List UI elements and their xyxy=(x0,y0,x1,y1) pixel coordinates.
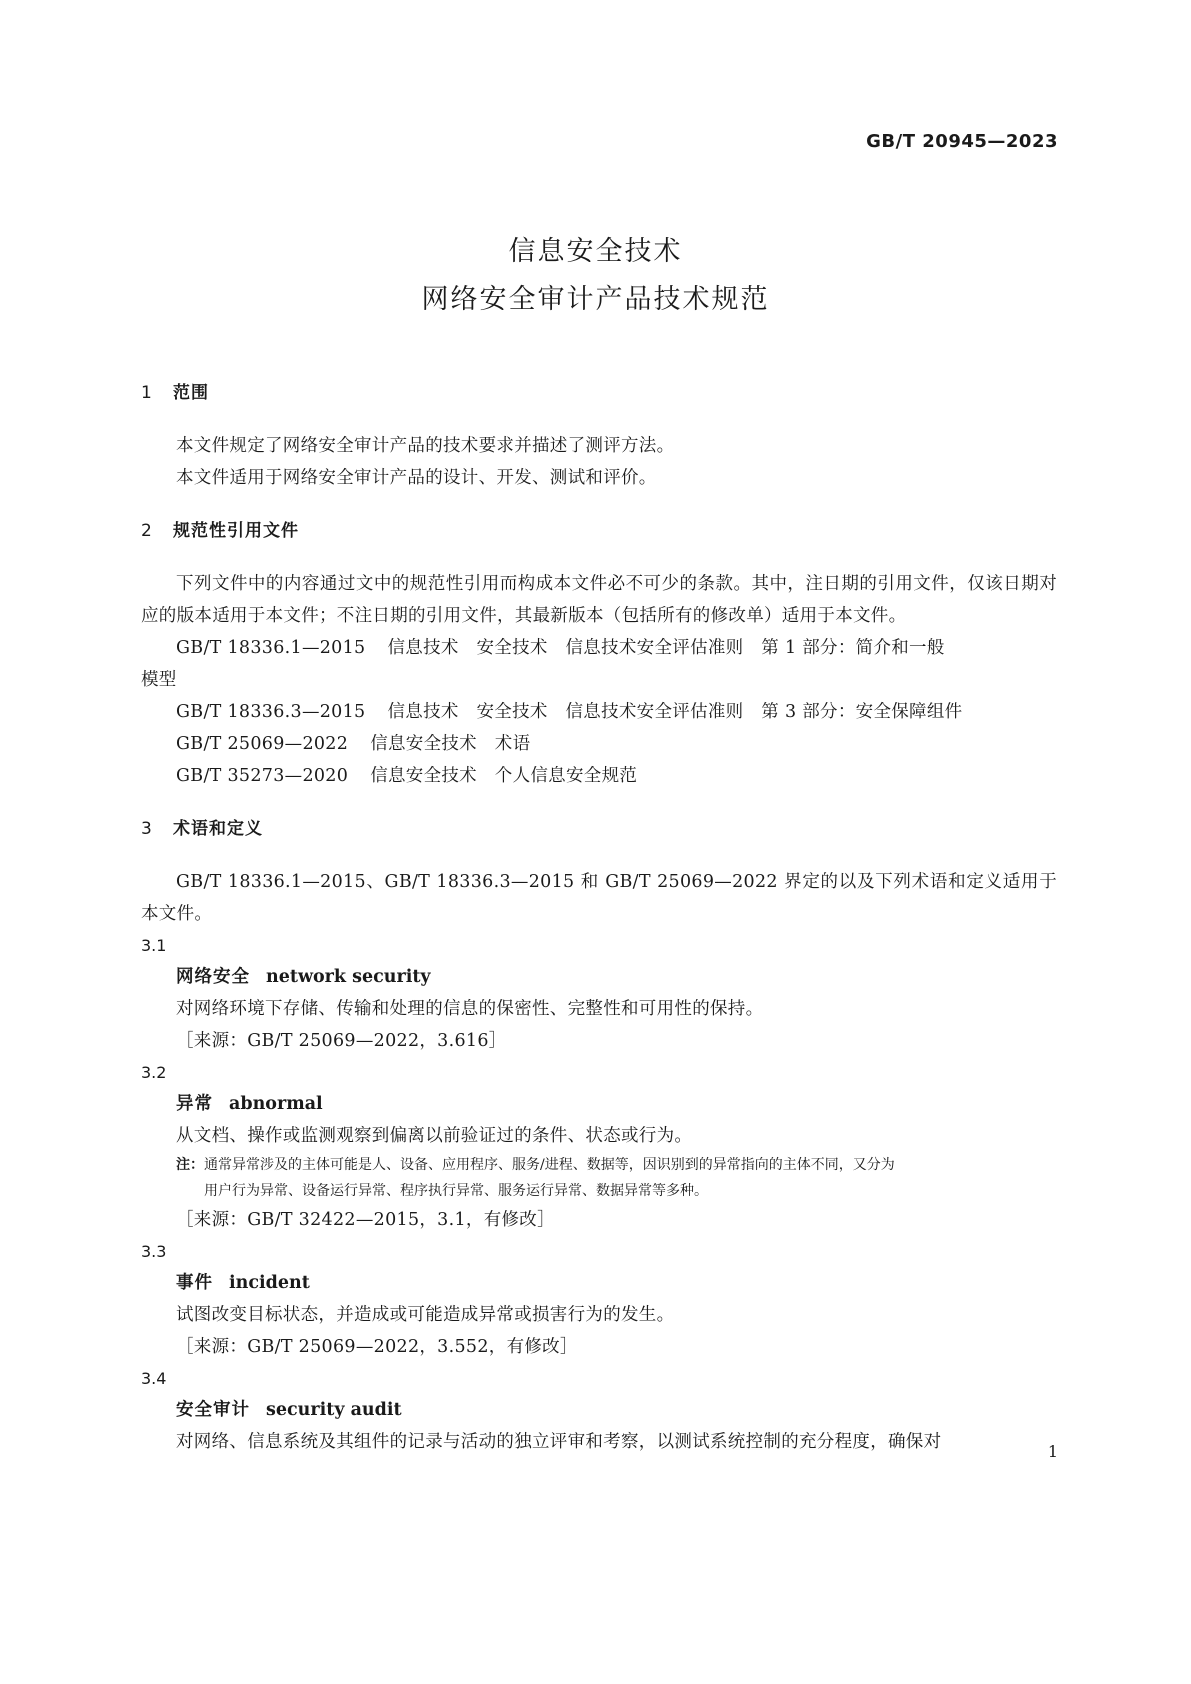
section-heading-scope xyxy=(141,380,1057,406)
term-note-continuation: 用户行为异常、设备运行异常、程序执行异常、服务运行异常、数据异常等多种。 xyxy=(204,1183,708,1199)
reference-item xyxy=(141,760,1057,792)
paragraph: 下列文件中的内容通过文中的规范性引用而构成本文件必不可少的条款。其中，注日期的引用文件，仅该日期对应的版本适用于本文件；不注日期的引用文件，其最新版本（包括所有的修改单）适用于本文件。 xyxy=(141,574,1057,626)
reference-item xyxy=(141,728,1057,760)
reference-code: GB/T 35273—2020 xyxy=(176,766,349,786)
section-number: 2 xyxy=(141,521,153,541)
term-definition: 对网络环境下存储、传输和处理的信息的保密性、完整性和可用性的保持。 xyxy=(176,999,764,1019)
term-source: ［来源：GB/T 25069—2022，3.552，有修改］ xyxy=(176,1337,578,1357)
reference-title: 信息技术 安全技术 信息技术安全评估准则 第 3 部分：安全保障组件 xyxy=(387,702,963,722)
section-title: 术语和定义 xyxy=(173,819,263,839)
term-definition: 试图改变目标状态，并造成或可能造成异常或损害行为的发生。 xyxy=(176,1305,675,1325)
term-name xyxy=(141,1267,1057,1299)
section-number: 3 xyxy=(141,819,153,839)
reference-title: 信息安全技术 个人信息安全规范 xyxy=(370,766,638,786)
term-number: 3.3 xyxy=(141,1242,167,1261)
page-number: 1 xyxy=(1047,1442,1058,1461)
reference-item xyxy=(141,632,1057,664)
standard-code: GB/T 20945—2023 xyxy=(866,131,1058,152)
note-label: 注： xyxy=(176,1157,204,1173)
term-name-en: incident xyxy=(229,1273,310,1293)
term-definition: 从文档、操作或监测观察到偏离以前验证过的条件、状态或行为。 xyxy=(176,1126,693,1146)
term-note xyxy=(141,1152,1057,1178)
term-name-en: security audit xyxy=(266,1400,402,1420)
section-heading-terms-and-definitions xyxy=(141,816,1057,842)
section-title: 范围 xyxy=(173,383,209,403)
term-name-en: network security xyxy=(266,967,431,987)
reference-title: 信息技术 安全技术 信息技术安全评估准则 第 1 部分：简介和一般 xyxy=(387,638,945,658)
reference-code: GB/T 18336.1—2015 xyxy=(176,638,366,658)
term-number: 3.1 xyxy=(141,936,167,955)
paragraph: GB/T 18336.1—2015、GB/T 18336.3—2015 和 GB/T 25069—2022 界定的以及下列术语和定义适用于本文件。 xyxy=(141,872,1057,924)
reference-code: GB/T 18336.3—2015 xyxy=(176,702,366,722)
title-line-1: 信息安全技术 xyxy=(508,236,683,267)
paragraph: 本文件适用于网络安全审计产品的设计、开发、测试和评价。 xyxy=(176,468,657,488)
document-title xyxy=(0,228,1191,324)
term-name xyxy=(141,1394,1057,1426)
paragraph: 本文件规定了网络安全审计产品的技术要求并描述了测评方法。 xyxy=(176,436,675,456)
term-number: 3.4 xyxy=(141,1369,167,1388)
section-heading-normative-references xyxy=(141,518,1057,544)
reference-item xyxy=(141,696,1057,728)
term-number: 3.2 xyxy=(141,1063,167,1082)
section-title: 规范性引用文件 xyxy=(173,521,299,541)
term-name xyxy=(141,1088,1057,1120)
term-source: ［来源：GB/T 25069—2022，3.616］ xyxy=(176,1031,507,1051)
title-line-2: 网络安全审计产品技术规范 xyxy=(421,284,770,315)
document-body xyxy=(141,380,1057,1458)
term-name-zh: 异常 xyxy=(176,1094,213,1114)
term-name-en: abnormal xyxy=(229,1094,323,1114)
term-name xyxy=(141,961,1057,993)
reference-title: 信息安全技术 术语 xyxy=(370,734,531,754)
term-source: ［来源：GB/T 32422—2015，3.1，有修改］ xyxy=(176,1210,555,1230)
reference-continuation: 模型 xyxy=(141,670,177,690)
term-name-zh: 事件 xyxy=(176,1273,213,1293)
term-name-zh: 网络安全 xyxy=(176,967,250,987)
note-text: 通常异常涉及的主体可能是人、设备、应用程序、服务/进程、数据等，因识别到的异常指向的主体不同，又分为 xyxy=(204,1157,895,1173)
section-number: 1 xyxy=(141,383,153,403)
term-definition: 对网络、信息系统及其组件的记录与活动的独立评审和考察，以测试系统控制的充分程度，确保对 xyxy=(176,1432,942,1452)
term-name-zh: 安全审计 xyxy=(176,1400,250,1420)
reference-code: GB/T 25069—2022 xyxy=(176,734,349,754)
